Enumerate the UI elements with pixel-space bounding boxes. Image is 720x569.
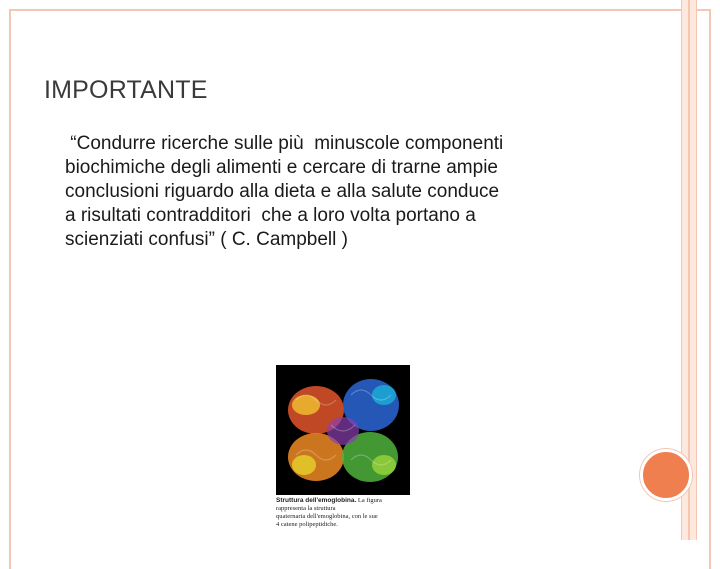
quote-line: scienziati confusi” ( C. Campbell ) — [65, 229, 348, 250]
hemoglobin-figure — [276, 365, 410, 540]
caption-line: 4 catene polipeptidiche. — [276, 521, 338, 528]
quote-line: a risultati contradditori che a loro volta portano a — [65, 205, 476, 226]
quote-line: biochimiche degli alimenti e cercare di trarne ampie — [65, 157, 498, 178]
quote-text — [65, 132, 640, 252]
caption-line: quaternaria dell'emoglobina, con le sue — [276, 513, 378, 520]
quote-line: “Condurre ricerche sulle più minuscole componenti — [65, 133, 504, 154]
slide-title: IMPORTANTE — [44, 76, 208, 104]
quote-line: conclusioni riguardo alla dieta e alla salute conduce — [65, 181, 500, 202]
decorative-accent-circle — [640, 449, 692, 501]
figure-caption — [276, 497, 410, 529]
hemoglobin-structure-image — [276, 365, 410, 495]
caption-title: Struttura dell'emoglobina. — [276, 497, 357, 504]
caption-line: La figura rappresenta la struttura — [276, 497, 382, 512]
decorative-side-line — [688, 0, 690, 540]
